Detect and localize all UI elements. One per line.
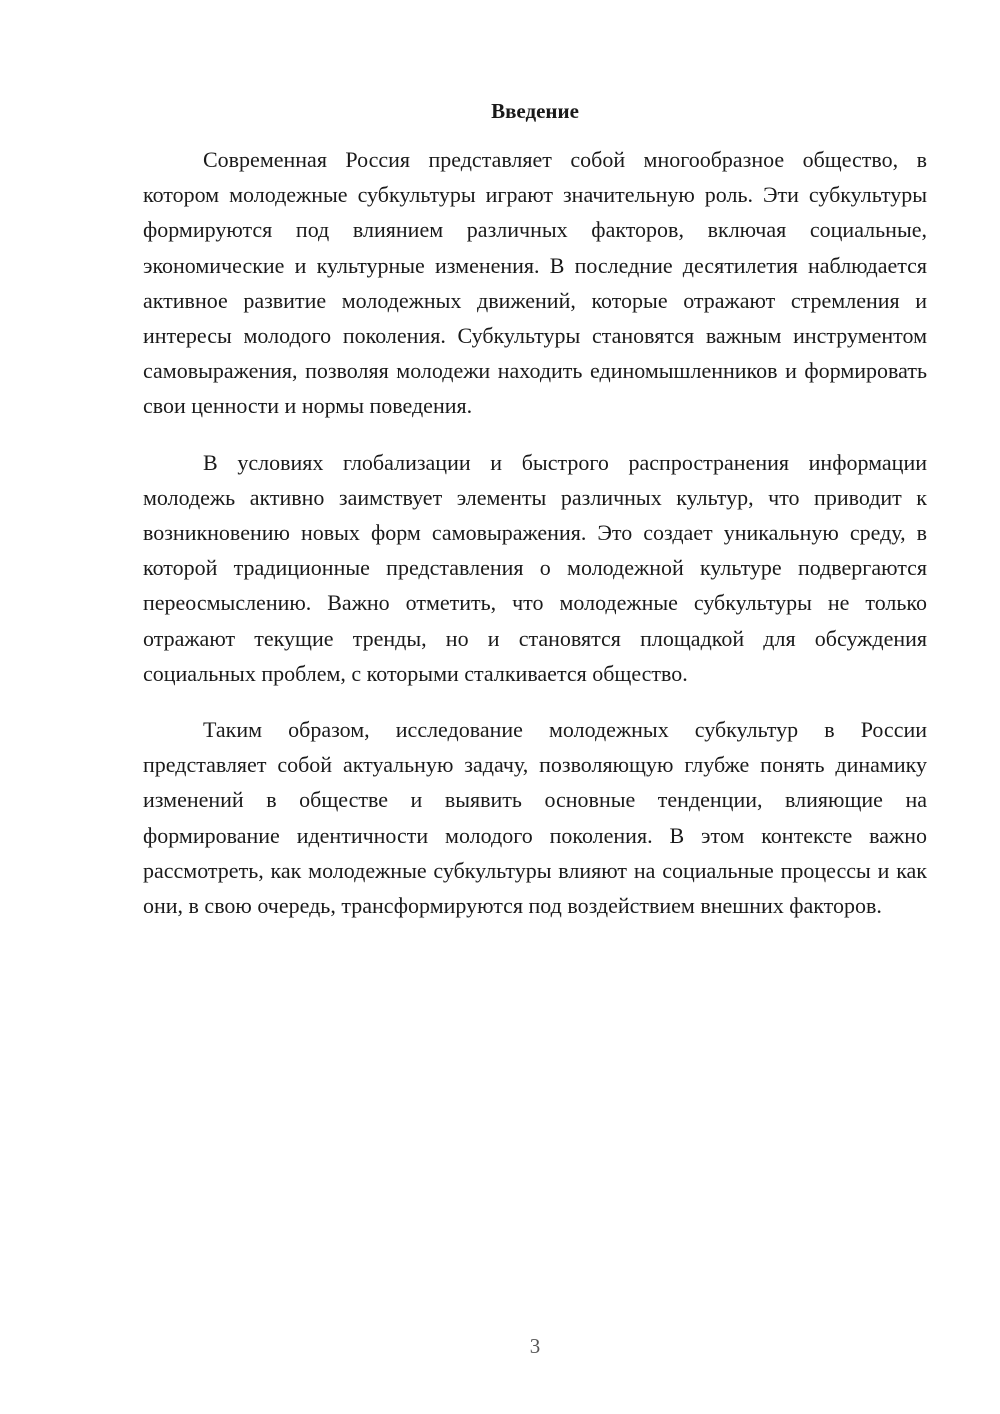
page-number: 3 bbox=[529, 1334, 541, 1358]
paragraph-3: Таким образом, исследование молодежных субкультур в России представляет собой актуальную задачу, позволяющую глубже понять динамику изменений в обществе и выявить основные тенденции, влияющие на формирование идентичности молодого поколения. В этом контексте важно рассмотреть, как молодежные субкультуры влияют на социальные процессы и как они, в свою очередь, трансформируются под воздействием внешних факторов. bbox=[143, 717, 927, 919]
paragraph-1: Современная Россия представляет собой многообразное общество, в котором молодежные субкультуры играют значительную роль. Эти субкультуры формируются под влиянием различных факторов, включая социальные, экономические и культурные изменения. В последние десятилетия наблюдается активное развитие молодежных движений, которые отражают стремления и интересы молодого поколения. Субкультуры становятся важным инструментом самовыражения, позволяя молодежи находить единомышленников и формировать свои ценности и нормы поведения. bbox=[143, 147, 927, 419]
paragraph-2: В условиях глобализации и быстрого распространения информации молодежь активно заимствует элементы различных культур, что приводит к возникновению новых форм самовыражения. Это создает уникальную среду, в которой традиционные представления о молодежной культуре подвергаются переосмыслению. Важно отметить, что молодежные субкультуры не только отражают текущие тренды, но и становятся площадкой для обсуждения социальных проблем, с которыми сталкивается общество. bbox=[143, 449, 927, 686]
body-text bbox=[143, 142, 927, 944]
page-title: Введение bbox=[491, 99, 579, 123]
